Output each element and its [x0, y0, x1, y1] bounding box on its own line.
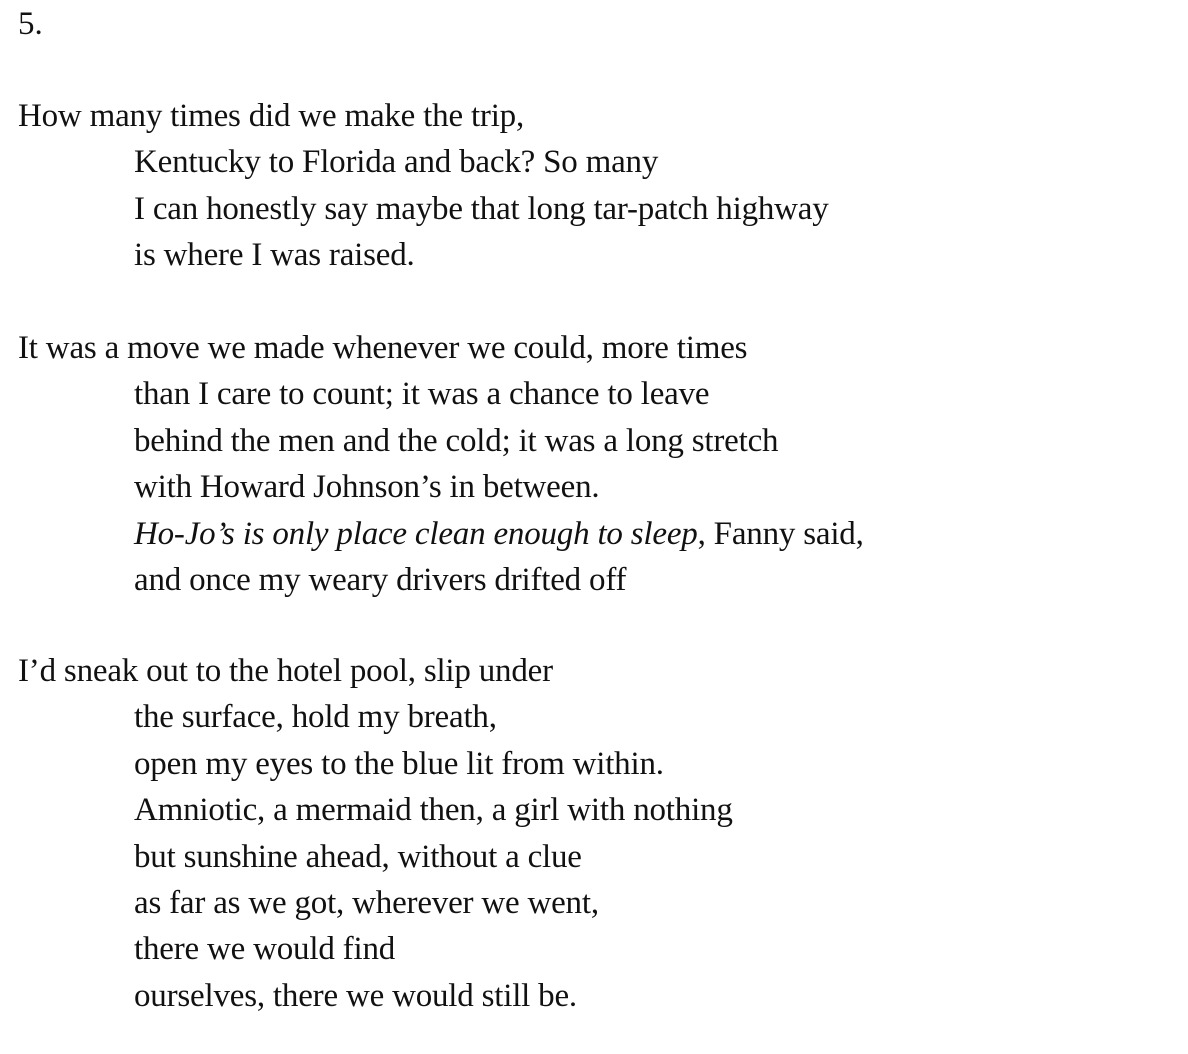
poem-line: How many times did we make the trip,	[18, 98, 525, 134]
poem-line: Amniotic, a mermaid then, a girl with nothing	[134, 792, 733, 829]
poem-line: I’d sneak out to the hotel pool, slip under	[18, 653, 553, 689]
stanza-2	[18, 325, 864, 603]
poem-line	[18, 511, 864, 557]
poem-line: It was a move we made whenever we could, more times	[18, 330, 748, 366]
poem-line: I can honestly say maybe that long tar-patch highway	[134, 190, 829, 227]
poem-line: the surface, hold my breath,	[134, 699, 497, 736]
poem-line: open my eyes to the blue lit from within.	[134, 745, 664, 782]
section-number: 5.	[18, 6, 43, 42]
stanza-1	[18, 93, 829, 279]
stanza-3	[18, 648, 733, 1019]
poem-line: Kentucky to Florida and back? So many	[134, 144, 659, 181]
italic-quote: Ho-Jo’s is only place clean enough to sleep	[134, 515, 698, 552]
poem-line: there we would find	[134, 931, 396, 968]
poem-line: than I care to count; it was a chance to leave	[134, 376, 710, 413]
poem-line: and once my weary drivers drifted off	[134, 561, 627, 598]
poem-line: behind the men and the cold; it was a long stretch	[134, 422, 779, 459]
poem-line: with Howard Johnson’s in between.	[134, 469, 600, 506]
poem-line: but sunshine ahead, without a clue	[134, 838, 582, 875]
poem-line: is where I was raised.	[134, 237, 415, 274]
poem-line: ourselves, there we would still be.	[134, 977, 577, 1014]
poem-line: as far as we got, wherever we went,	[134, 884, 599, 921]
quote-attribution: , Fanny said,	[697, 515, 864, 552]
